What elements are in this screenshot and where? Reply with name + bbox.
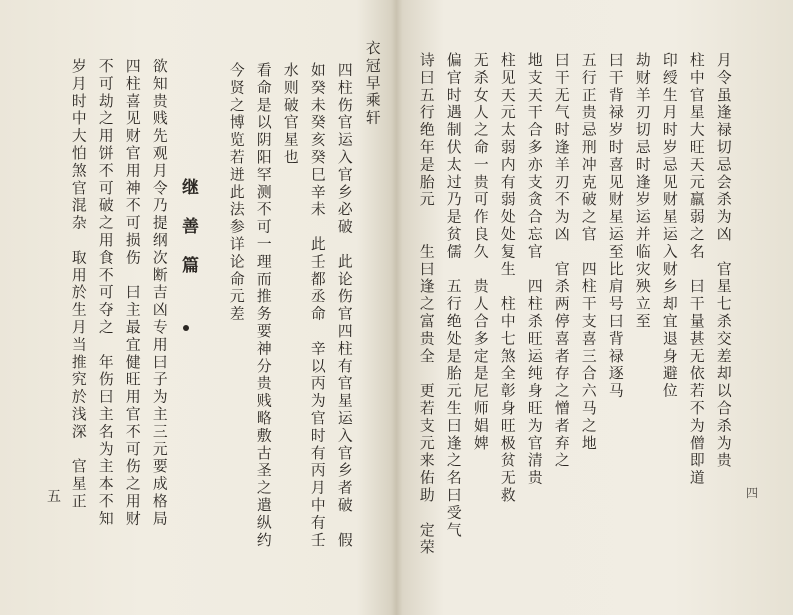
text-column: 曰干无气时逢羊刃不为凶 官杀两停喜者存之憎者弃之 bbox=[552, 52, 570, 470]
punctuation-mark bbox=[183, 325, 189, 331]
text-column: 不可劫之用饼不可破之用食不可夺之 年伤曰主名为主本不知 bbox=[96, 58, 114, 528]
text-column: 无杀女人之命一贵可作良久 贵人合多定是尼师娼婢 bbox=[471, 52, 489, 453]
text-column: 柱中官星大旺天元羸弱之名 曰干量甚无依若不为僧即道 bbox=[687, 52, 705, 487]
text-column: 五行正贵忌刑冲克破之官 四柱干支喜三合六马之地 bbox=[579, 52, 597, 453]
text-column: 如癸未癸亥癸巳辛未 此壬都丞命 辛以丙为官时有丙月中有壬 bbox=[308, 62, 326, 550]
text-column: 曰干背禄岁时喜见财星运至比肩号曰背禄逐马 bbox=[606, 52, 624, 400]
page-number: 四 bbox=[746, 486, 759, 500]
text-column: 地支天干合多亦支贪合忘官 四柱杀旺运纯身旺为官清贵 bbox=[525, 52, 543, 487]
text-column: 柱见天元太弱内有弱处处复生 柱中七煞全彰身旺极贫无救 bbox=[498, 52, 516, 505]
text-column: 水则破官星也 bbox=[281, 62, 299, 167]
text-column: 欲知贵贱先观月令乃提纲次断吉凶专用曰子为主三元要成格局 bbox=[150, 58, 168, 528]
section-heading: 继善篇 bbox=[178, 178, 198, 295]
text-column: 月令虽逢禄切忌会杀为凶 官星七杀交差却以合杀为贵 bbox=[714, 52, 732, 470]
page-number: 五 bbox=[47, 489, 61, 505]
text-column: 今贤之博览若迸此法参详论命元差 bbox=[227, 62, 245, 323]
text-column: 看命是以阴阳罕测不可一理而推务要神分贵贱略敷古圣之遣纵约 bbox=[254, 62, 272, 550]
text-column: 四柱伤官运入官乡必破 此论伤官四柱有官星运入官乡者破 假 bbox=[335, 62, 353, 550]
text-column: 诗曰五行绝年是胎元 生曰逢之富贵全 更若支元来佑助 定荣 bbox=[417, 52, 435, 557]
text-column: 劫财羊刃切忌时逢岁运并临灾殃立至 bbox=[633, 52, 651, 331]
text-column: 衣冠早乘轩 bbox=[363, 40, 381, 127]
right-page bbox=[398, 0, 793, 615]
text-column: 偏官时遇制伏太过乃是贫儒 五行绝处是胎元生曰逢之名曰受气 bbox=[444, 52, 462, 540]
text-column: 印绶生月时岁忌见财星运入财乡却宜退身避位 bbox=[660, 52, 678, 400]
text-column: 岁月时中大怕煞官混杂 取用於生月当推究於浅深 官星正 bbox=[69, 58, 87, 511]
text-column: 四柱喜见财官用神不可损伤 曰主最宜健旺用官不可伤之用财 bbox=[123, 58, 141, 528]
